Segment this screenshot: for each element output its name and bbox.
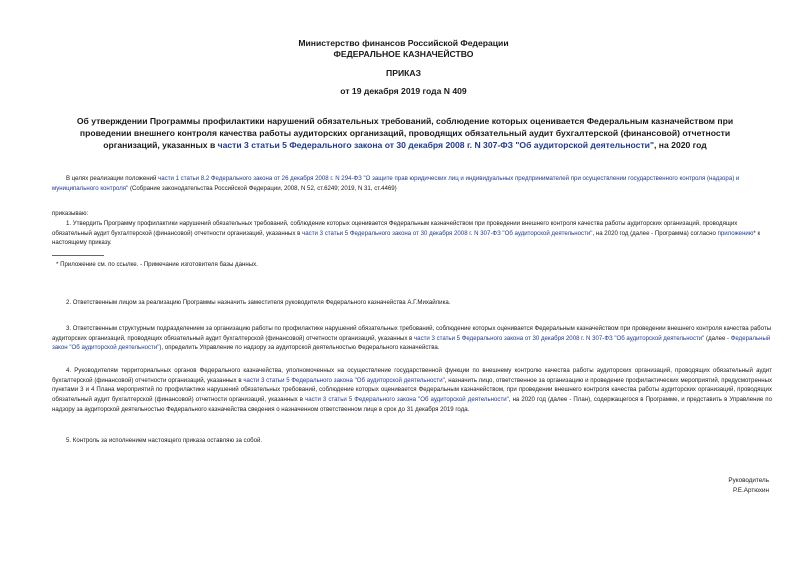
signer-name: Р.Е.Артюхин [733,487,769,494]
item4-law-link-2[interactable]: части 3 статьи 5 Федерального закона "Об аудиторской деятельности" [305,396,509,404]
item3-text-3: ), определить Управление по надзору за аудиторской деятельностью Федерального казначейства. [159,344,440,352]
orders-word: приказываю: [52,210,89,217]
item1-text-2: , на 2020 год (далее - Программа) согласно [592,229,718,237]
item-4 [52,366,772,415]
document-header [0,38,807,60]
item4-law-link-1[interactable]: части 3 статьи 5 Федерального закона "Об аудиторской деятельности" [243,376,445,384]
treasury-name: ФЕДЕРАЛЬНОЕ КАЗНАЧЕЙСТВО [333,49,474,59]
signer-position: Руководитель [728,477,769,484]
footnote-divider [52,255,104,256]
item4-text-3: , на 2020 год (далее - План), содержащегося в Программе, и представить в Управление по надзору за аудиторской деятельностью Федерального казначейства сведения о назначенном ответственном лице в срок до 31 декабря 2019 года. [52,396,772,413]
preamble-text-2: (Собрание законодательства Российской Федерации, 2008, N 52, ст.6249; 2019, N 31, ст.4469) [128,184,397,192]
order-type: ПРИКАЗ [386,68,421,78]
item-1 [52,219,772,248]
item-5: 5. Контроль за исполнением настоящего приказа оставляю за собой. [66,437,263,444]
item3-text-1: 3. Ответственным структурным подразделением за организацию работы по профилактике нарушений обязательных требований, соблюдение которых оценивается Федеральным казначейством при проведении внешнего контроля качества работы аудиторских организаций, проводящих обязательный аудит бухгалтерской (финансовой) отчетности организаций, указанных в [52,325,772,342]
title-text-2: , на 2020 год [654,140,707,150]
signature-block [728,476,769,496]
item3-short-law-link[interactable]: Федеральный закон "Об аудиторской деятельности" [52,334,771,352]
preamble-law-link[interactable]: части 1 статьи 8.2 Федерального закона от 26 декабря 2008 г. N 294-ФЗ "О защите прав юридических лиц и индивидуальных предпринимателей при осуществлении государственного контроля (надзора) и муниципального контроля" [52,175,740,192]
item1-text-1: 1. Утвердить Программу профилактики нарушений обязательных требований, соблюдение которых оценивается Федеральным казначейством при проведении внешнего контроля качества работы аудиторских организаций, проводящих обязательный аудит бухгалтерской (финансовой) отчетности организаций, указанных в [52,220,738,237]
item1-law-link[interactable]: части 3 статьи 5 Федерального закона от 30 декабря 2008 г. N 307-ФЗ "Об аудиторской деятельности" [302,229,593,237]
preamble-text-1: В целях реализации положений [66,175,159,182]
item3-text-2: (далее - [704,334,731,342]
item4-text-1: 4. Руководителям территориальных органов Федерального казначейства, уполномоченных на осуществление государственной функции по внешнему контролю качества работы аудиторских организаций, проводящих обязательный аудит бухгалтерской (финансовой) отчетности организаций, указанных в [52,367,772,384]
order-date: от 19 декабря 2019 года N 409 [340,86,467,96]
appendix-link[interactable]: приложению [717,229,754,237]
ministry-name: Министерство финансов Российской Федерации [298,38,509,48]
item3-law-link[interactable]: части 3 статьи 5 Федерального закона от 30 декабря 2008 г. N 307-ФЗ "Об аудиторской деятельности" [414,334,705,342]
preamble-paragraph [52,174,772,193]
document-title [60,115,750,151]
item1-text-3: * к настоящему приказу. [52,229,761,247]
item-2: 2. Ответственным лицом за реализацию Программы назначить заместителя руководителя Федерального казначейства А.Г.Михайлика. [66,299,451,306]
title-text-1: Об утверждении Программы профилактики нарушений обязательных требований, соблюдение которых оценивается Федеральным казначейством при проведении внешнего контроля качества работы аудиторских организаций, проводящих обязательный аудит бухгалтерской (финансовой) отчетности организаций, указанных в [76,116,734,150]
footnote: * Приложение см. по ссылке. - Примечание изготовителя базы данных. [56,261,258,268]
item4-text-2: , назначить лицо, ответственное за организацию и проведение профилактических мероприятий, предусмотренных пунктами 3 и 4 Плана мероприятий по профилактике нарушений обязательных требований, соблюдение которых оценивается Федеральным казначейством, при проведении внешнего контроля качества работы аудиторских организаций, проводящих обязательный аудит бухгалтерской (финансовой) отчетности организаций, указанных в [52,376,772,404]
item-3 [52,324,772,353]
title-law-link[interactable]: части 3 статьи 5 Федерального закона от 30 декабря 2008 г. N 307-ФЗ "Об аудиторской деятельности" [217,140,655,150]
